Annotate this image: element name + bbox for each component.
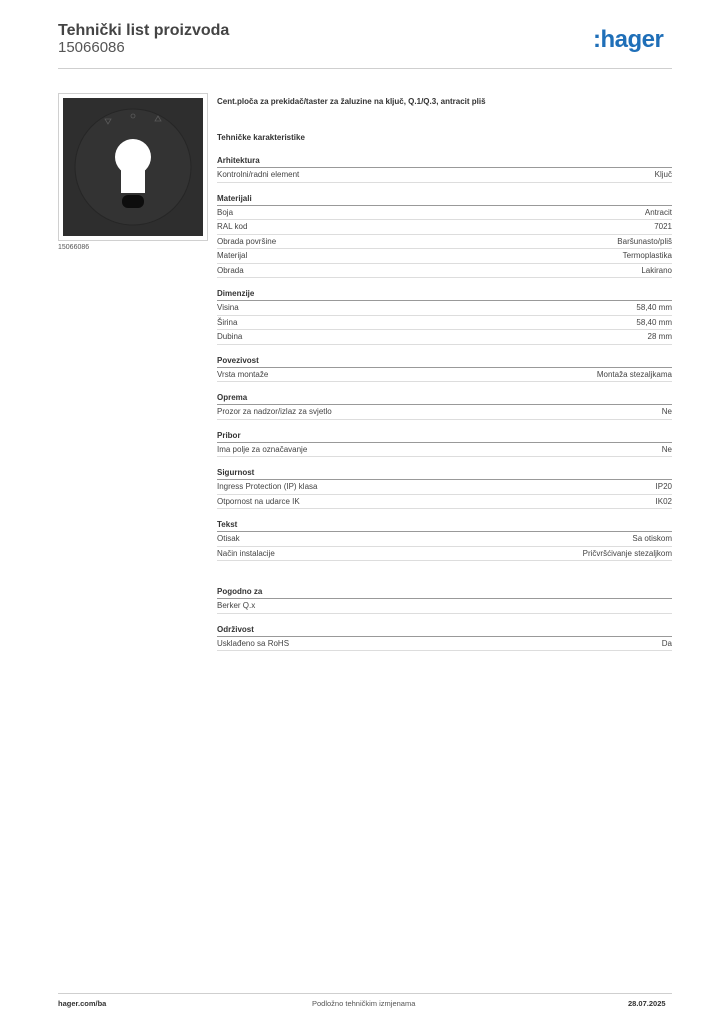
spec-section: [217, 393, 672, 420]
spec-label: RAL kod: [217, 222, 248, 231]
spec-value: 58,40 mm: [636, 317, 672, 327]
spec-row: [217, 316, 672, 331]
spec-row: [217, 495, 672, 510]
section-title: Materijali: [217, 194, 672, 206]
spec-section: [217, 431, 672, 458]
spec-value: Ne: [661, 407, 672, 416]
spec-row: [217, 532, 672, 547]
spec-section: [217, 520, 672, 561]
spec-value: IP20: [655, 482, 672, 491]
tech-heading: Tehničke karakteristike: [217, 133, 305, 142]
header-divider: [58, 68, 672, 69]
hager-logo: :hager: [593, 26, 664, 53]
section-title: Oprema: [217, 393, 672, 405]
spec-row: [217, 235, 672, 250]
spec-value: Sa otiskom: [632, 534, 672, 543]
spec-label: Prozor za nadzor/izlaz za svjetlo: [217, 407, 332, 416]
spec-value: Montaža stezaljkama: [596, 369, 672, 379]
spec-label: Kontrolni/radni element: [217, 170, 300, 179]
spec-value: 58,40 mm: [636, 303, 672, 312]
spec-value: Termoplastika: [622, 251, 672, 260]
spec-label: Način instalacije: [217, 548, 275, 558]
image-caption: 15066086: [58, 244, 90, 251]
section-title: Povezivost: [217, 356, 672, 368]
spec-label: Obrada: [217, 265, 244, 275]
spec-row: [217, 206, 672, 221]
spec-row: [217, 264, 672, 279]
spec-label: Obrada površine: [217, 236, 277, 246]
spec-section: [217, 587, 672, 614]
spec-label: Boja: [217, 207, 234, 217]
spec-label: Usklađeno sa RoHS: [217, 638, 290, 648]
section-title: Arhitektura: [217, 156, 672, 168]
product-name: Cent.ploča za prekidač/taster za žaluzine na ključ, Q.1/Q.3, antracit pliš: [217, 97, 486, 106]
section-title: Sigurnost: [217, 468, 672, 480]
spec-content: [217, 93, 672, 651]
spec-label: Otpornost na udarce IK: [217, 496, 300, 506]
spec-section: [217, 356, 672, 383]
spec-row: [217, 330, 672, 345]
product-image: [58, 93, 208, 241]
spec-section: [217, 194, 672, 279]
spec-value: 7021: [654, 222, 672, 231]
spec-section: [217, 625, 672, 652]
section-title: Pogodno za: [217, 587, 672, 599]
spec-row: [217, 220, 672, 235]
spec-row: [217, 168, 672, 183]
article-number: 15066086: [58, 39, 125, 56]
spec-section: [217, 156, 672, 183]
spec-sections: [217, 156, 672, 651]
spec-label: Materijal: [217, 251, 248, 260]
spec-row: [217, 547, 672, 562]
spec-value: Lakirano: [641, 265, 672, 275]
spec-row: [217, 368, 672, 383]
spec-value: Da: [661, 638, 672, 648]
spec-value: Ne: [661, 444, 672, 454]
footer-divider: [58, 993, 672, 994]
spec-value: Pričvršćivanje stezaljkom: [582, 548, 672, 558]
footer-date: 28.07.2025: [628, 999, 666, 1008]
section-title: Dimenzije: [217, 289, 672, 301]
spec-label: Otisak: [217, 534, 240, 543]
spec-value: Antracit: [644, 207, 672, 217]
spec-label: Dubina: [217, 332, 243, 341]
footer-note: Podložno tehničkim izmjenama: [312, 999, 416, 1008]
section-title: Tekst: [217, 520, 672, 532]
spec-row: [217, 637, 672, 652]
spec-value: 28 mm: [647, 332, 672, 341]
spec-value: Ključ: [654, 170, 672, 179]
spec-row: [217, 249, 672, 264]
spec-label: Vrsta montaže: [217, 369, 269, 379]
spec-label: Širina: [217, 317, 238, 327]
spec-label: Ima polje za označavanje: [217, 444, 308, 454]
section-title: Održivost: [217, 625, 672, 637]
spec-value: IK02: [655, 496, 672, 506]
spec-value: Baršunasto/pliš: [617, 236, 672, 246]
spec-row: [217, 443, 672, 458]
spec-row: [217, 301, 672, 316]
spec-section: [217, 468, 672, 509]
spec-section: [217, 289, 672, 345]
spec-row: [217, 599, 672, 614]
spec-label: Visina: [217, 303, 239, 312]
spec-label: Ingress Protection (IP) klasa: [217, 482, 318, 491]
section-title: Pribor: [217, 431, 672, 443]
page-title: Tehnički list proizvoda: [58, 22, 230, 39]
spec-row: [217, 405, 672, 420]
spec-label: Berker Q.x: [217, 601, 256, 610]
spec-row: [217, 480, 672, 495]
footer-website: hager.com/ba: [58, 999, 107, 1008]
